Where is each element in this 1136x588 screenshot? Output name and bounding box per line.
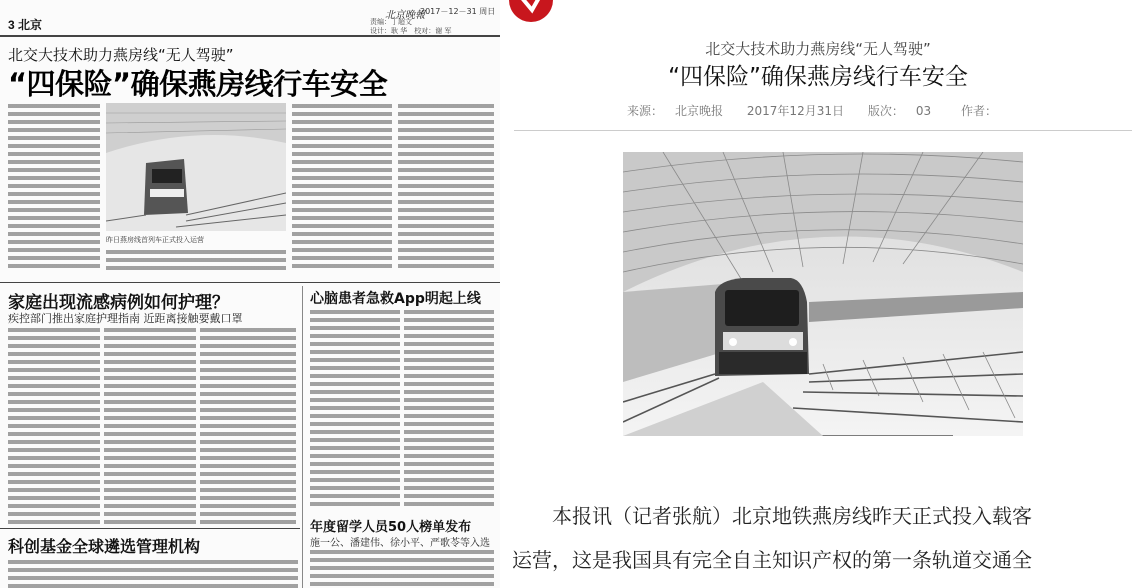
- text-column: [292, 104, 392, 268]
- story-headline: 心脑患者急救App明起上线: [310, 291, 481, 307]
- page-label: 版次：: [867, 104, 904, 118]
- article-title: “四保险”确保燕房线行车安全: [668, 64, 968, 90]
- text-column: [8, 560, 298, 588]
- train-photo-small: [106, 103, 286, 231]
- page-number: [8, 16, 42, 33]
- newspaper-header: [0, 0, 500, 36]
- text-column: [404, 310, 494, 508]
- main-story-headline: “四保险”确保燕房线行车安全: [8, 67, 388, 101]
- editor-credits: [370, 18, 451, 36]
- section-divider: [0, 528, 300, 529]
- text-column: [310, 310, 400, 508]
- newspaper-page: [0, 0, 500, 588]
- text-column: [8, 328, 100, 524]
- text-column: [398, 104, 494, 268]
- author-label: 作者：: [960, 104, 997, 118]
- photo-caption: 昨日燕房线首列车正式投入运营: [106, 236, 204, 244]
- article-paragraph-line: 运营，这是我国具有完全自主知识产权的第一条轨道交通全: [512, 548, 1032, 572]
- page-number-digit: 3: [8, 18, 15, 32]
- editor-line: 责编：丁超文: [370, 18, 412, 26]
- text-column: [106, 250, 286, 270]
- section-divider: [0, 282, 500, 283]
- paper-date: [420, 6, 495, 17]
- source-label: 来源：: [627, 104, 664, 118]
- story-headline: 科创基金全球遴选管理机构: [8, 537, 201, 556]
- article-meta: [500, 102, 1136, 119]
- article-date: 2017年12月31日: [746, 104, 844, 118]
- text-column: [200, 328, 296, 524]
- column-divider: [302, 286, 303, 588]
- text-column: [8, 104, 100, 268]
- page-value: 03: [915, 104, 932, 118]
- text-column: [104, 328, 196, 524]
- story-headline: 年度留学人员50人榜单发布: [310, 520, 472, 535]
- meta-divider: [514, 130, 1132, 131]
- section-name: 北京: [18, 18, 43, 32]
- article-view: [500, 0, 1136, 588]
- article-paragraph-line: 本报讯（记者张航）北京地铁燕房线昨天正式投入载客: [552, 504, 1032, 528]
- story-headline: 家庭出现流感病例如何护理？: [8, 293, 229, 313]
- logo-mark: [508, 0, 554, 26]
- article-photo: [623, 152, 1023, 436]
- main-story-subtitle: 北交大技术助力燕房线“无人驾驶”: [8, 46, 234, 64]
- author-field: [955, 104, 1015, 118]
- source-field: [621, 104, 729, 118]
- train-image-icon: [106, 103, 286, 231]
- editor-line: 设计：耿 华 校对：谢 军: [370, 27, 452, 35]
- article-subtitle: 北交大技术助力燕房线“无人驾驶”: [705, 40, 931, 58]
- header-rule: [0, 35, 500, 37]
- source-value: 北京晚报: [675, 104, 724, 118]
- page-field: [862, 104, 937, 118]
- text-column: [310, 550, 494, 588]
- story-subtitle: 疾控部门推出家庭护理指南 近距离接触要戴口罩: [8, 312, 243, 325]
- logo-icon: [508, 0, 554, 26]
- train-tunnel-image-icon: [623, 152, 1023, 436]
- paper-weekday: 周日: [479, 7, 496, 16]
- story-byline: 施一公、潘建伟、徐小平、严歌苓等入选: [310, 538, 490, 549]
- masthead: 北京晚報: [385, 10, 425, 21]
- paper-date-value: 2017－12－31: [420, 7, 477, 16]
